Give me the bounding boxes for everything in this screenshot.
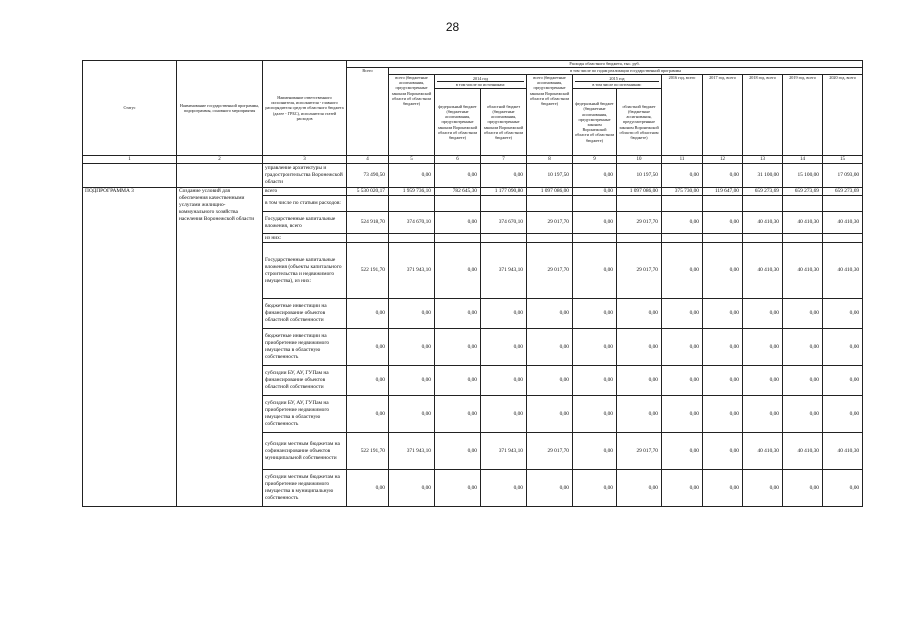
cell-value: 0,00 [435,470,481,507]
cell-value: 0,00 [662,329,703,366]
cell-value: 371 943,10 [389,433,435,470]
cell-value: 0,00 [662,212,703,234]
cell-value [527,234,573,243]
header-federal-2014: федеральный бюджет (бюджетные ассигнования, предусмотренные законом Воронежской области об областном бюджете) [435,89,481,156]
table-row [83,188,863,196]
arch-executor: управление архитектуры и градостроительства Воронежской области [263,164,347,188]
cell-value: 0,00 [573,366,617,396]
cell-value: 0,00 [703,470,743,507]
cell-value: 374 670,10 [389,212,435,234]
row-label: субсидии БУ, АУ, ГУПам на финансирование объектов областной собственности [263,366,347,396]
col-number: 9 [573,156,617,164]
header-regional-2014: областной бюджет (бюджетные ассигнования, предусмотренные законом Воронежской области об областном бюджете) [481,89,527,156]
cell-value: 73 490,50 [347,164,389,188]
cell-value: 0,00 [617,470,662,507]
cell-value: 29 017,70 [527,243,573,299]
cell-value [823,196,863,212]
cell-value: 0,00 [617,299,662,329]
row-label: из них: [263,234,347,243]
cell-value [703,196,743,212]
cell-value: 0,00 [703,396,743,433]
cell-value: 375 730,00 [662,188,703,196]
cell-value: 0,00 [347,470,389,507]
cell-value [823,234,863,243]
cell-value: 31 100,00 [743,164,783,188]
cell-value: 522 191,70 [347,243,389,299]
cell-value: 0,00 [823,299,863,329]
cell-value: 0,00 [783,299,823,329]
cell-value: 371 943,10 [389,243,435,299]
row-label: субсидии БУ, АУ, ГУПам на приобретение недвижимого имущества в областную собственность [263,396,347,433]
cell-value [783,234,823,243]
cell-value [481,234,527,243]
cell-value [573,196,617,212]
cell-value [389,196,435,212]
col-number: 12 [703,156,743,164]
cell-value: 0,00 [662,299,703,329]
cell-value: 0,00 [347,329,389,366]
cell-value: 29 017,70 [527,433,573,470]
cell-value: 0,00 [481,164,527,188]
cell-value: 371 943,10 [481,243,527,299]
row-label: Государственные капитальные вложения, всего [263,212,347,234]
cell-value: 0,00 [783,366,823,396]
cell-value: 522 191,70 [347,433,389,470]
cell-value: 0,00 [435,243,481,299]
cell-value: 5 530 020,17 [347,188,389,196]
cell-value: 0,00 [435,433,481,470]
header-by-years: в том числе по годам реализации государственной программы [389,68,863,75]
row-label: в том числе по статьям расходов: [263,196,347,212]
cell-value: 29 017,70 [527,212,573,234]
cell-value: 0,00 [662,366,703,396]
cell-value: 0,00 [703,243,743,299]
cell-value [573,234,617,243]
cell-value: 15 100,00 [783,164,823,188]
cell-value: 40 410,30 [783,243,823,299]
cell-value: 40 410,30 [823,433,863,470]
cell-value: 0,00 [389,470,435,507]
header-year-2015 [573,75,662,89]
col-number: 2 [177,156,263,164]
budget-table [82,60,863,507]
cell-value: 0,00 [662,396,703,433]
cell-value: 782 645,30 [435,188,481,196]
cell-value: 10 197,50 [527,164,573,188]
header-sources-2015: в том числе по источникам: [575,81,659,87]
cell-value: 40 410,30 [823,212,863,234]
cell-value [743,196,783,212]
cell-value: 524 918,70 [347,212,389,234]
cell-value: 0,00 [743,329,783,366]
cell-value: 40 410,30 [783,212,823,234]
cell-value [481,196,527,212]
cell-value: 0,00 [573,212,617,234]
cell-value: 0,00 [573,243,617,299]
header-sources-2014: в том числе по источникам: [437,81,524,87]
cell-value: 0,00 [743,396,783,433]
cell-value: 29 017,70 [617,433,662,470]
col-number: 13 [743,156,783,164]
row-label: Государственные капитальные вложения (объекты капитального строительства и недвижимого имущества), из них: [263,243,347,299]
cell-value: 1 097 086,00 [617,188,662,196]
cell-value: 0,00 [573,470,617,507]
cell-value [347,196,389,212]
cell-value: 0,00 [527,396,573,433]
col-number: 11 [662,156,703,164]
cell-value: 0,00 [347,366,389,396]
header-total: Всего [347,68,389,156]
cell-value [617,196,662,212]
table-row [83,164,863,188]
cell-value: 0,00 [783,396,823,433]
cell-value [435,234,481,243]
cell-value: 40 410,30 [823,243,863,299]
header-expenses-title: Расходы областного бюджета, тыс. руб. [347,61,863,68]
header-regional-2015: областной бюджет (бюджетные ассигнования, предусмотренные законом Воронежской области об областном бюджете) [617,89,662,156]
cell-value: 1 097 086,00 [527,188,573,196]
header-total-2015: всего (бюджетные ассигнования, предусмотренные законом Воронежской области об областном бюджете) [527,75,573,156]
col-number: 4 [347,156,389,164]
cell-value: 0,00 [527,299,573,329]
row-label: бюджетные инвестиции на финансирование объектов областной собственности [263,299,347,329]
cell-value: 0,00 [662,433,703,470]
cell-value: 0,00 [389,396,435,433]
cell-value [527,196,573,212]
subprogram-name: Создание условий для обеспечения качественными услугами жилищно-коммунального хозяйства населения Воронежской области [177,188,263,507]
cell-value [347,234,389,243]
cell-value: 0,00 [703,329,743,366]
cell-value: 0,00 [617,366,662,396]
cell-value: 0,00 [662,470,703,507]
cell-value: 0,00 [703,164,743,188]
cell-value: 0,00 [573,329,617,366]
subprogram-status: ПОДПРОГРАММА 3 [83,188,177,507]
cell-value: 10 197,50 [617,164,662,188]
cell-value: 0,00 [435,299,481,329]
cell-value: 0,00 [823,366,863,396]
cell-value: 0,00 [527,329,573,366]
cell-value: 29 017,70 [617,243,662,299]
cell-value: 0,00 [617,396,662,433]
row-label: бюджетные инвестиции на приобретение недвижимого имущества в областную собственность [263,329,347,366]
cell-value [435,196,481,212]
cell-value: 659 273,69 [743,188,783,196]
col-number: 15 [823,156,863,164]
col-number: 1 [83,156,177,164]
cell-value: 0,00 [617,329,662,366]
cell-value: 0,00 [783,470,823,507]
col-number: 3 [263,156,347,164]
cell-value [703,234,743,243]
row-label: всего [263,188,347,196]
col-number: 14 [783,156,823,164]
cell-value: 0,00 [481,366,527,396]
cell-value [617,234,662,243]
cell-value: 0,00 [823,329,863,366]
header-2018: 2018 год, всего [743,75,783,156]
cell-value: 0,00 [481,329,527,366]
col-number: 7 [481,156,527,164]
cell-value [662,196,703,212]
cell-value: 0,00 [527,470,573,507]
cell-value: 0,00 [435,212,481,234]
header-program-name: Наименование государственной программы, подпрограммы, основного мероприятия [177,61,263,156]
cell-value: 0,00 [347,396,389,433]
cell-value: 0,00 [389,329,435,366]
header-2016: 2016 год, всего [662,75,703,156]
cell-value: 0,00 [527,366,573,396]
header-year-2014 [435,75,527,89]
cell-value: 0,00 [703,299,743,329]
cell-value: 0,00 [573,164,617,188]
header-total-2014: всего (бюджетные ассигнования, предусмотренные законом Воронежской области об областном бюджете) [389,75,435,156]
cell-value: 17 093,00 [823,164,863,188]
cell-value: 0,00 [481,396,527,433]
cell-value: 0,00 [783,329,823,366]
cell-value: 0,00 [481,299,527,329]
cell-value: 0,00 [823,470,863,507]
header-2019: 2019 год, всего [783,75,823,156]
col-number: 10 [617,156,662,164]
cell-value: 119 647,00 [703,188,743,196]
cell-value: 0,00 [389,299,435,329]
cell-value: 0,00 [435,396,481,433]
cell-value: 29 017,70 [617,212,662,234]
header-status: Статус [83,61,177,156]
col-number: 6 [435,156,481,164]
header-federal-2015: федеральный бюджет (бюджетные ассигнования, предусмотренные законом Воронежской области об областном бюджете) [573,89,617,156]
cell-value: 0,00 [743,470,783,507]
header-year-2015-label: 2015 год [609,75,625,81]
row-label: субсидии местным бюджетам на приобретение недвижимого имущества в муниципальную собственность [263,470,347,507]
cell-value [743,234,783,243]
cell-value: 0,00 [347,299,389,329]
cell-value: 0,00 [435,164,481,188]
row-label: субсидии местным бюджетам на софинансирование объектов муниципальной собственности [263,433,347,470]
header-executor: Наименование ответственного исполнителя, исполнителя - главного распорядителя средств областного бюджета (далее - ГРБС), исполнителя статей расходов [263,61,347,156]
cell-value: 0,00 [573,433,617,470]
cell-value: 0,00 [389,366,435,396]
cell-value: 0,00 [389,164,435,188]
cell-value: 371 943,10 [481,433,527,470]
cell-value: 1 177 090,80 [481,188,527,196]
cell-value: 0,00 [573,188,617,196]
cell-value: 40 410,30 [783,433,823,470]
column-numbers-row [83,156,863,164]
cell-value: 0,00 [703,212,743,234]
cell-value: 374 670,10 [481,212,527,234]
cell-value: 0,00 [573,396,617,433]
cell-value: 0,00 [662,164,703,188]
cell-value: 0,00 [703,366,743,396]
cell-value [783,196,823,212]
cell-value: 0,00 [703,433,743,470]
cell-value: 659 273,69 [783,188,823,196]
header-2020: 2020 год, всего [823,75,863,156]
cell-value: 1 959 736,10 [389,188,435,196]
cell-value: 0,00 [743,366,783,396]
cell-value: 659 273,69 [823,188,863,196]
cell-value: 0,00 [481,470,527,507]
cell-value [662,234,703,243]
cell-value: 0,00 [435,329,481,366]
header-year-2014-label: 2014 год [472,75,489,81]
cell-value: 0,00 [662,243,703,299]
cell-value: 40 410,30 [743,433,783,470]
cell-value: 0,00 [743,299,783,329]
col-number: 5 [389,156,435,164]
cell-value: 40 410,30 [743,243,783,299]
cell-value [389,234,435,243]
cell-value: 0,00 [573,299,617,329]
cell-value: 0,00 [435,366,481,396]
page-number: 28 [445,20,460,34]
cell-value: 40 410,30 [743,212,783,234]
col-number: 8 [527,156,573,164]
cell-value: 0,00 [823,396,863,433]
header-2017: 2017 год, всего [703,75,743,156]
